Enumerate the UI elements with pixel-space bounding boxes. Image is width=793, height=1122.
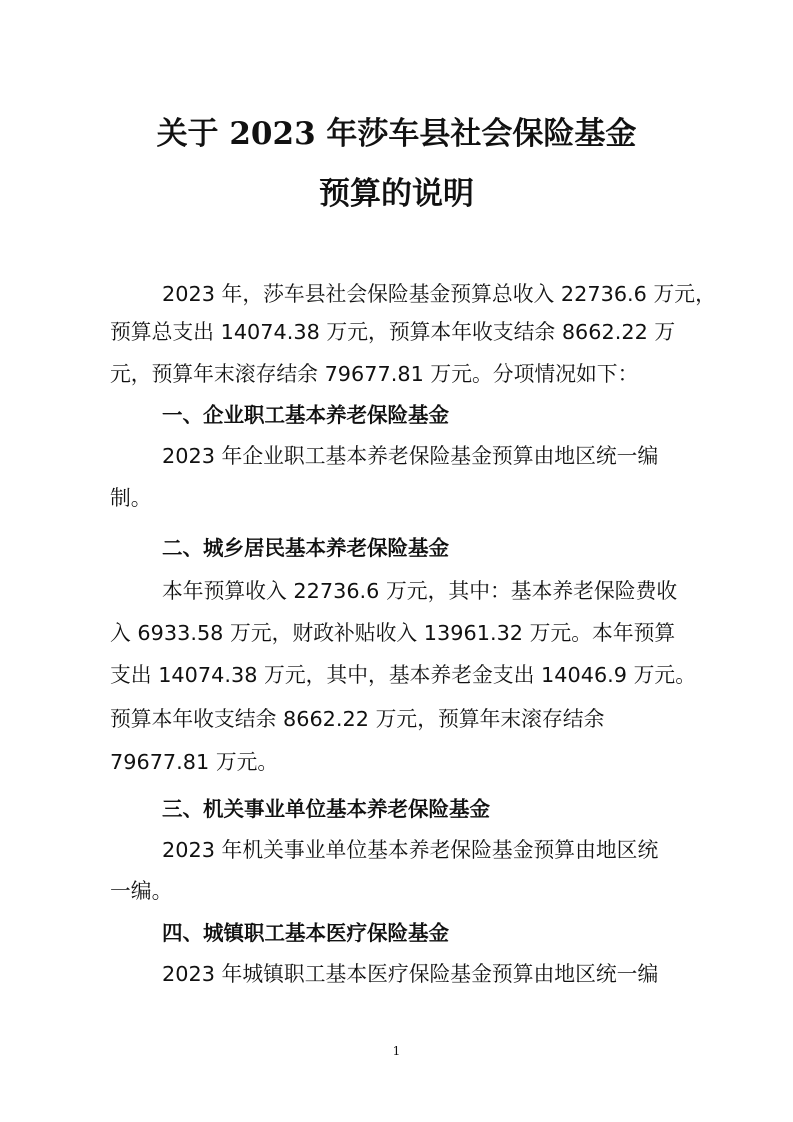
intro-line-1: 2023 年，莎车县社会保险基金预算总收入 22736.6 万元， xyxy=(162,282,716,306)
section-heading-1: 一、企业职工基本养老保险基金 xyxy=(162,403,449,427)
section-heading-2: 二、城乡居民基本养老保险基金 xyxy=(162,536,449,560)
intro-line-3: 元，预算年末滚存结余 79677.81 万元。分项情况如下： xyxy=(110,362,639,386)
document-title-line-2: 预算的说明 xyxy=(319,176,474,212)
section-1-line-1: 2023 年企业职工基本养老保险基金预算由地区统一编 xyxy=(162,444,659,468)
intro-line-2: 预算总支出 14074.38 万元，预算本年收支结余 8662.22 万 xyxy=(110,320,676,344)
section-heading-4: 四、城镇职工基本医疗保险基金 xyxy=(162,921,449,945)
section-2-line-2: 入 6933.58 万元，财政补贴收入 13961.32 万元。本年预算 xyxy=(110,621,676,645)
section-2-line-1: 本年预算收入 22736.6 万元，其中：基本养老保险费收 xyxy=(162,579,678,603)
section-heading-3: 三、机关事业单位基本养老保险基金 xyxy=(162,797,490,821)
section-2-line-4: 预算本年收支结余 8662.22 万元，预算年末滚存结余 xyxy=(110,707,605,731)
section-4-line-1: 2023 年城镇职工基本医疗保险基金预算由地区统一编 xyxy=(162,962,659,986)
section-2-line-3: 支出 14074.38 万元，其中，基本养老金支出 14046.9 万元。 xyxy=(110,663,697,687)
document-title-line-1: 关于 2023 年莎车县社会保险基金 xyxy=(156,116,637,152)
page-number: 1 xyxy=(392,1044,401,1058)
section-2-line-5: 79677.81 万元。 xyxy=(110,750,279,774)
section-3-line-1: 2023 年机关事业单位基本养老保险基金预算由地区统 xyxy=(162,838,659,862)
section-1-line-2: 制。 xyxy=(110,486,152,510)
section-3-line-2: 一编。 xyxy=(110,879,173,903)
